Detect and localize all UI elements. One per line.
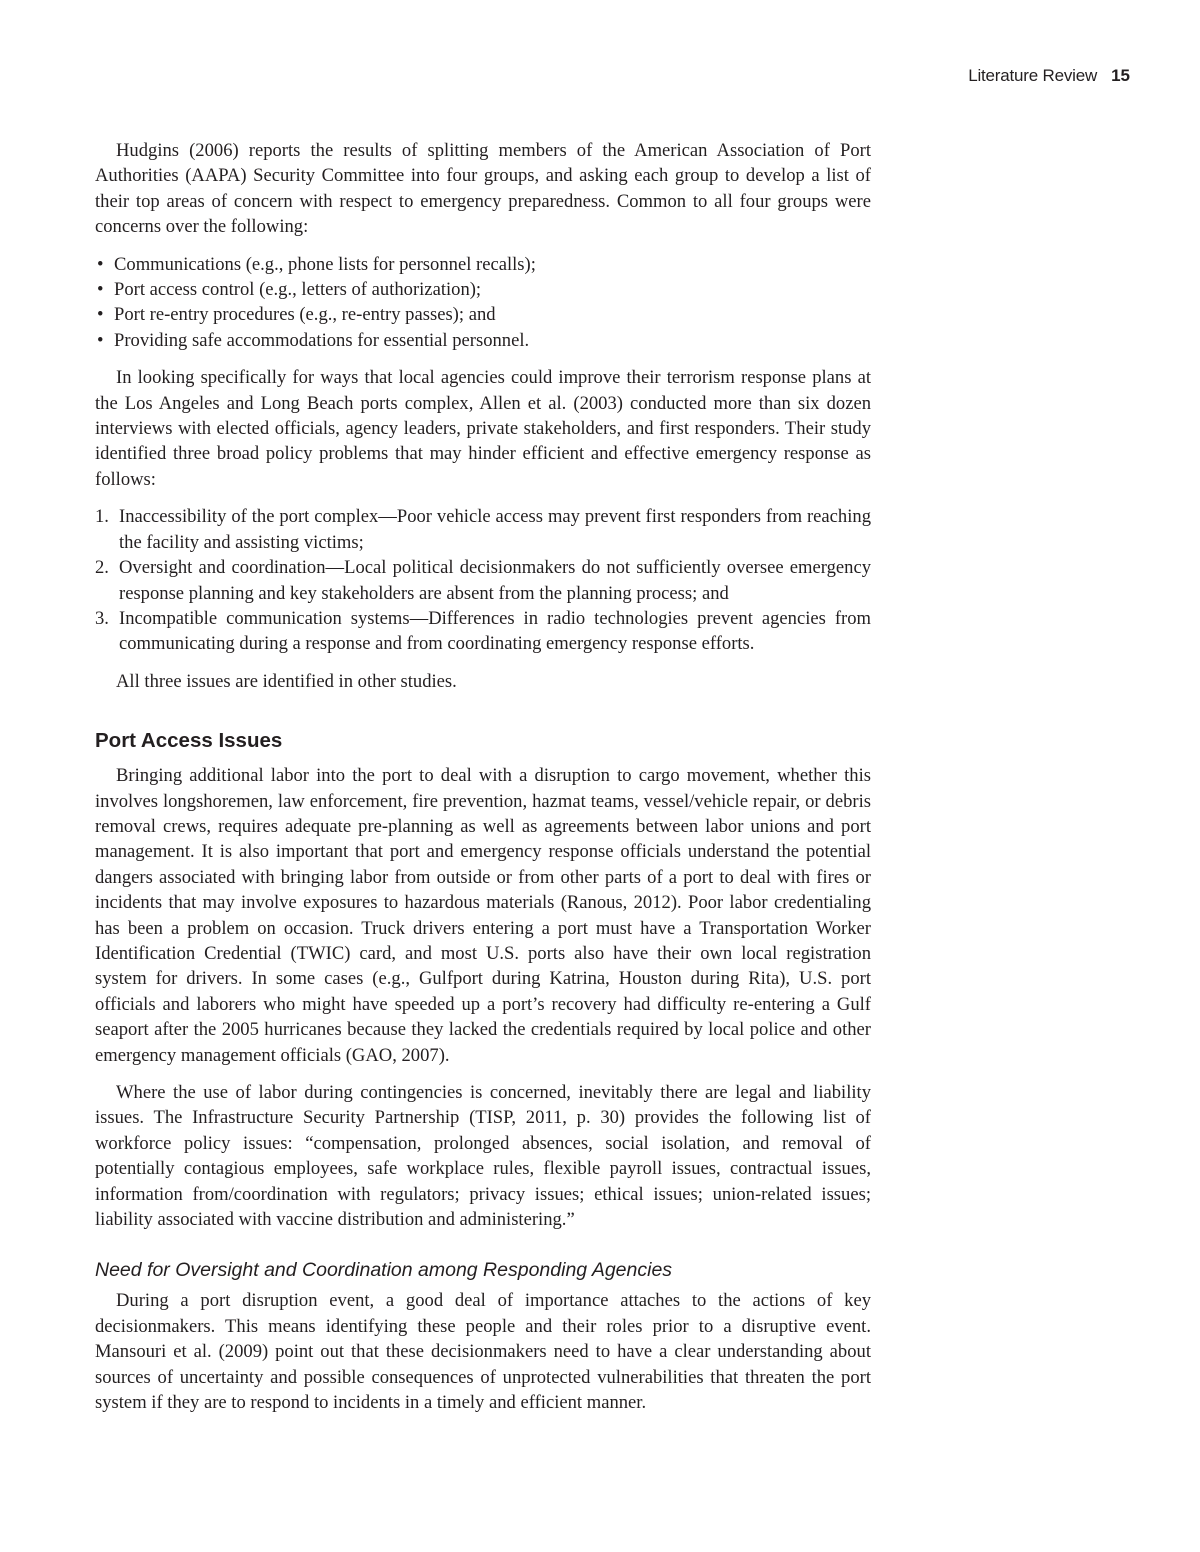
list-item-text: Communications (e.g., phone lists for personnel recalls); <box>114 253 536 275</box>
item-number: 2. <box>95 557 109 579</box>
concerns-list <box>95 252 871 354</box>
bullet-marker: • <box>97 329 104 351</box>
paragraph-allen: In looking specifically for ways that local agencies could improve their terrorism response plans at the Los Angeles and Long Beach ports complex, Allen et al. (2003) conducted more than six dozen interviews with elected officials, agency leaders, private stakeholders, and first responders. Their study identified three broad policy problems that may hinder efficient and effective emergency response as follows: <box>95 367 871 490</box>
paragraph-liability: Where the use of labor during contingencies is concerned, inevitably there are legal and liability issues. The Infrastructure Security Partnership (TISP, 2011, p. 30) provides the following list of workforce policy issues: “compensation, prolonged absences, social isolation, and removal of potentially contagious employees, safe workplace rules, flexible payroll issues, contractual issues, information from/coordination with regulators; privacy issues; ethical issues; union-related issues; liability associated with vaccine distribution and administering.” <box>95 1082 871 1231</box>
bullet-marker: • <box>97 304 104 326</box>
list-item <box>95 302 871 327</box>
page-body <box>95 138 871 1415</box>
bullet-marker: • <box>97 279 104 301</box>
list-item-text: Port access control (e.g., letters of authorization); <box>114 279 482 301</box>
section-heading-port-access: Port Access Issues <box>95 729 283 753</box>
paragraph-decisionmakers: During a port disruption event, a good deal of importance attaches to the actions of key decisionmakers. This means identifying these people and their roles prior to a disruptive event. Mansouri et al. (2009) point out that these decisionmakers need to have a clear understanding about sources of uncertainty and possible consequences of unprotected vulnerabilities that threaten the port system if they are to respond to incidents in a timely and efficient manner. <box>95 1290 871 1414</box>
paragraph-all-three: All three issues are identified in other studies. <box>116 670 457 692</box>
numbered-item <box>95 504 871 555</box>
running-header <box>968 66 1130 86</box>
numbered-item-text: Oversight and coordination—Local political decisionmakers do not sufficiently oversee emergency response planning and key stakeholders are absent from the planning process; and <box>119 557 871 604</box>
item-number: 3. <box>95 607 109 629</box>
bullet-marker: • <box>97 253 104 275</box>
subsection-heading-oversight: Need for Oversight and Coordination among Responding Agencies <box>95 1259 673 1282</box>
paragraph-labor: Bringing additional labor into the port to deal with a disruption to cargo movement, whether this involves longshoremen, law enforcement, fire prevention, hazmat teams, vessel/vehicle repair, or debris removal crews, requires adequate pre-planning as well as agreements between labor unions and port management. It is also important that port and emergency response officials understand the potential dangers associated with bringing labor from outside or from other parts of a port to deal with fires or incidents that may involve exposures to hazardous materials (Ranous, 2012). Poor labor credentialing has been a problem on occasion. Truck drivers entering a port must have a Transportation Worker Identification Credential (TWIC) card, and most U.S. ports also have their own local registration system for drivers. In some cases (e.g., Gulfport during Katrina, Houston during Rita), U.S. port officials and laborers who might have speeded up a port’s recovery had difficulty re-entering a Gulf seaport after the 2005 hurricanes because they lacked the credentials required by local police and other emergency management officials (GAO, 2007). <box>95 765 871 1066</box>
page-number: 15 <box>1111 66 1130 85</box>
policy-problems-list <box>95 504 871 656</box>
list-item-text: Providing safe accommodations for essential personnel. <box>114 329 530 351</box>
numbered-item-text: Inaccessibility of the port complex—Poor vehicle access may prevent first responders from reaching the facility and assisting victims; <box>119 506 871 553</box>
list-item <box>95 328 871 353</box>
list-item <box>95 277 871 302</box>
running-title: Literature Review <box>968 66 1098 85</box>
numbered-item <box>95 606 871 657</box>
paragraph-hudgins: Hudgins (2006) reports the results of splitting members of the American Association of Port Authorities (AAPA) Security Committee into four groups, and asking each group to develop a list of their top areas of concern with respect to emergency preparedness. Common to all four groups were concerns over the following: <box>95 140 871 238</box>
numbered-item <box>95 555 871 606</box>
numbered-item-text: Incompatible communication systems—Differences in radio technologies prevent agencies from communicating during a response and from coordinating emergency response efforts. <box>119 607 871 655</box>
item-number: 1. <box>95 506 109 528</box>
list-item-text: Port re-entry procedures (e.g., re-entry passes); and <box>114 304 496 326</box>
list-item <box>95 252 871 277</box>
